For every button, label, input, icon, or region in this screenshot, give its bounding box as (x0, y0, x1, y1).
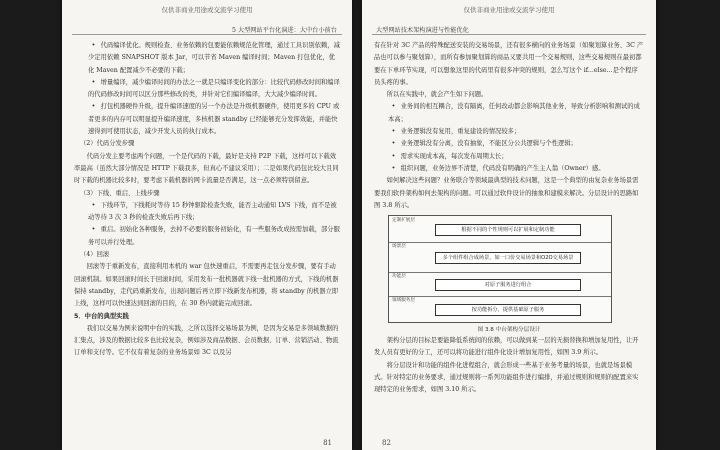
running-head: 仅供非商业用途或交流学习使用 (463, 6, 555, 14)
layer-box: 对原子服务进行组合 (435, 279, 581, 291)
subsection-heading: （3）下线、重启、上线步骤 (80, 189, 160, 197)
right-page-body (374, 40, 644, 397)
layer-label: 领域服务层 (392, 298, 415, 304)
paragraph: 回滚等于重新发布，直接利用本机的 war 包快速重启，不需要再走包分发步骤，要有手动回滚机制。如果回滚时间长于回滚时间，采用发布一批机器就下线一批机器的方式，下线的机器保持 standby，走代码重新发布，出现问题后再立即下线新发布机器，将 standby 的机器立即上线，这样可以快速达到回滚的目的，在 30 秒内就能完成回滚。 (74, 263, 339, 308)
bullet-item: • 业务逻辑没有复用，重复建设的情况较多； (374, 126, 644, 138)
bullet-item: • 代码编译优化。规则检查、业务依赖的包要能依赖规范化管理，通过工具识别依赖，减少定用依赖 SNAPSHOT 版本 Jar，可以节省 Maven 编译时间；Maven 打包优化，优化 Maven 配置减少不必要的下载； (74, 40, 340, 77)
bullet-item: • 需求实现成本高，每次发布周期太长； (374, 151, 644, 163)
bullet-item: • 增量编译，减少编译时间的办法之一就是只编译变化的部分：比较代码修改时间和编译的代码修改时间可以区分那些修改的类，并针对它们编译编译，大大减少编译时间。 (74, 77, 340, 102)
paragraph: 代码分发主要考虑两个问题，一个是代码的下载，最好是支持 P2P 下载，这样可以下载效率最高（虽然大部分情况是 HTTP 下载我多，但真心不建议采用）；二是如果代码包比较大且同时下载的机器比较多时，要考虑下载机器的网卡流量是否满足，这一点必须特别留意。 (74, 152, 339, 185)
page-number: 81 (323, 439, 332, 447)
bullet-item: • 下线环节，下线耗时等待 15 秒钟驱除检查失败，能否主动通知 LVS 下线，而不是被动等待 3 次 3 秒的检查失败后再下线； (74, 200, 340, 225)
bullet-item: • 打包机器硬件升级，提升编译速度的另一个办法是升级机器硬件，使用更多的 CPU 或者更多的内存可以明显提升编译速度，多核机器 standby 已经能够充分发挥效能，并能快速得到可使用状态，减少开发人员的执行成本。 (74, 101, 340, 138)
layer-box: 根据不同的个性规则可以扩展和定制功能 (435, 224, 581, 236)
bullet-item: • 业务间的相互耦合，没有隔离，任何改动都会影响其他业务，导致分析影响和测试的成本高； (374, 101, 644, 126)
page-number: 82 (382, 439, 391, 447)
chapter-title: 大型网站技术架构演进与性能优化 (376, 27, 469, 34)
paragraph: 有在针对 3C 产品的特殊配送安装的交易场景，还有很多横向的业务场景（如聚划算业务、3C 产品也可以参与聚划算），而所有参加聚划算的商品又要共用一个交易规则，这些交易规则在最初都要在下单环节实现，可以想象这里的代码里有很多冲突的规则，怎么写这个 if...else...是个程序员头疼的事。 (374, 42, 644, 86)
bullet-item: • 重启。初始化各种服务，去掉不必要的服务初始化，有一些服务改成按需加载，部分服务可以并行处理。 (74, 224, 340, 249)
diagram-layer (389, 296, 611, 322)
layer-box: 按功能拆分，提供基础原子服务 (435, 304, 581, 316)
layered-architecture-diagram (388, 215, 612, 323)
header-divider (72, 34, 342, 35)
paragraph: 将分层设计和功能的组件化进程组合，就会形成一些基于业务考量的场景，也就是场景模式。针对特定的业务要求，通过规则将一系列功能组件进行编排，并通过规则和规则的配置来实现特定的业务需求，如图 3.10 所示。 (374, 361, 639, 394)
bullet-item: • 业务逻辑没有分离，没有抽象，不能区分公共逻辑与个性逻辑； (374, 138, 644, 150)
paragraph: 我们以交易为例来说明中台的实践，之所以选择交易场景为例，是因为交易是多领域数据的汇集点，涉及的数据比较多也比较复杂，例如涉及商品数据、会员数据、订单、营销活动、物流订单和支付等。它不仅有着复杂的业务场景如 3C 以及另 (74, 324, 339, 357)
left-page (62, 0, 352, 450)
diagram-layer (389, 216, 611, 243)
diagram-layer (389, 242, 611, 273)
bullet-item: • 组织问题，业务边界不清楚，代码没有明确的产生主人翁（Owner）感。 (374, 163, 644, 175)
diagram-layer (389, 272, 611, 297)
paragraph: 如何解决这些问题？业务联合等领域最典型的技术问题，这是一个典型的由复杂业务场景需要我们软件架构如何去架构的问题。可以通过软件设计的抽象和建模来解决。分层设计的思路如图 3.8 所示。 (374, 177, 639, 209)
header-divider (372, 34, 646, 35)
left-page-body (74, 40, 340, 360)
right-page (362, 0, 656, 450)
layer-box: 多个组件组合成场景，如一口价交易场景和O2O交易场景 (435, 252, 581, 264)
layer-label: 定制扩展层 (392, 218, 415, 224)
figure-caption: 图 3.8 中台架构分层设计 (477, 327, 541, 334)
layer-label: 场景层 (392, 244, 406, 250)
subsection-heading: （2）代码分发步骤 (80, 140, 135, 148)
paragraph: 所以在实践中，就会产生如下问题。 (386, 91, 488, 99)
paragraph: 架构分层的目标是要能降低系统间的依赖，可以做到某一层的无损替换和增加复用性，让开发人员有更好的分工，还可以将功能进行组件化设计增加复用性，如图 3.9 所示。 (374, 337, 639, 357)
running-head: 仅供非商业用途或交流学习使用 (161, 6, 253, 14)
subsection-heading: （4）回滚 (80, 251, 110, 259)
layer-label: 功能层 (392, 274, 406, 280)
chapter-title: 5 大型网站平台化演进：大中台小前台 (232, 27, 337, 34)
section-heading: 5．中台的典型实践 (74, 312, 129, 320)
